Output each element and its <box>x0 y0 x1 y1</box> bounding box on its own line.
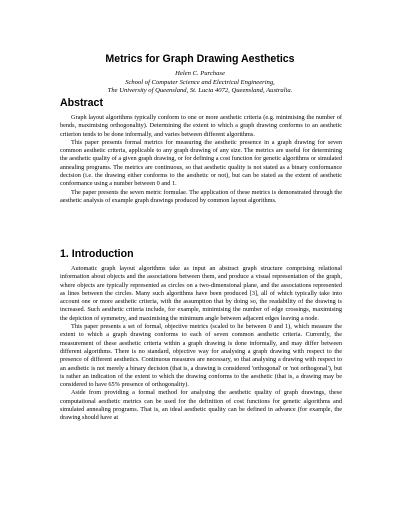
abstract-paragraph: The paper presents the seven metric formulae. The application of these metrics is demonstrated through the aesthetic analysis of example graph drawings produced by common layout algorithms. <box>60 188 342 204</box>
author-department: School of Computer Science and Electrical Engineering, <box>125 78 275 86</box>
paper-title: Metrics for Graph Drawing Aesthetics <box>105 53 295 65</box>
abstract-paragraph: Graph layout algorithms typically conform to one or more aesthetic criteria (e.g. minimising the number of bends, maximising orthogonality). Determining the extent to which a graph drawing conforms to an aesthetic criterion tends to be done informally, and varies between different algorithms. <box>60 114 342 138</box>
introduction-paragraph: Aside from providing a formal method for analysing the aesthetic quality of graph drawings, these computational aesthetic metrics can be used for the definition of cost functions for genetic algorithms and simulated annealing programs. That is, an ideal aesthetic quality can be defined in advance (for example, the drawing should have at <box>60 389 342 422</box>
abstract-body <box>60 114 342 205</box>
introduction-heading: 1. Introduction <box>60 248 134 260</box>
author-name: Helen C. Purchase <box>175 70 225 77</box>
introduction-paragraph: This paper presents a set of formal, objective metrics (scaled to lie between 0 and 1), which measure the extent to which a graph drawing conforms to each of seven common aesthetic criteria. Currently, the measurement of these aesthetic criteria within a graph drawing is done informally, and may differ between different algorithms. There is no standard, objective way for analysing a graph drawing with respect to the presence of different aesthetics. Continuous measures are necessary, so that analysing a drawing with respect to an aesthetic is not merely a binary decision (that is, a drawing is considered 'orthogonal' or 'not orthogonal'), but is rather an indication of the extent to which the drawing conforms to the aesthetic (that is, a drawing may be considered to have 65% presence of orthogonality). <box>60 323 342 389</box>
abstract-paragraph: This paper presents formal metrics for measuring the aesthetic presence in a graph drawing for seven common aesthetic criteria, applicable to any graph drawing of any size. The metrics are useful for determining the aesthetic quality of a given graph drawing, or for defining a cost function for genetic algorithms or simulated annealing programs. The metrics are continuous, so that aesthetic quality is not stated as a binary conformance decision (i.e. the drawing either conforms to the aesthetic or not), but can be stated as the extent of aesthetic conformance using a number between 0 and 1. <box>60 138 342 188</box>
introduction-body <box>60 265 342 423</box>
introduction-paragraph: Automatic graph layout algorithms take as input an abstract graph structure comprising relational information about objects and the associations between them, and produce a visual representation of the graph, where objects are typically represented as circles on a two-dimensional plane, and the associations represented as lines between the circles. Many such algorithms have been produced [3], all of which typically take into account one or more aesthetic criteria, with the assumption that by doing so, the readability of the drawing is increased. Such aesthetic criteria include, for example, minimising the number of edge crossings, maximising the depiction of symmetry, and maximising the minimum angle between adjacent edges leaving a node. <box>60 265 342 322</box>
abstract-heading: Abstract <box>60 97 103 109</box>
author-university: The University of Queensland, St. Lucia 4072, Queensland, Australia. <box>107 87 293 95</box>
author-block <box>0 70 400 96</box>
